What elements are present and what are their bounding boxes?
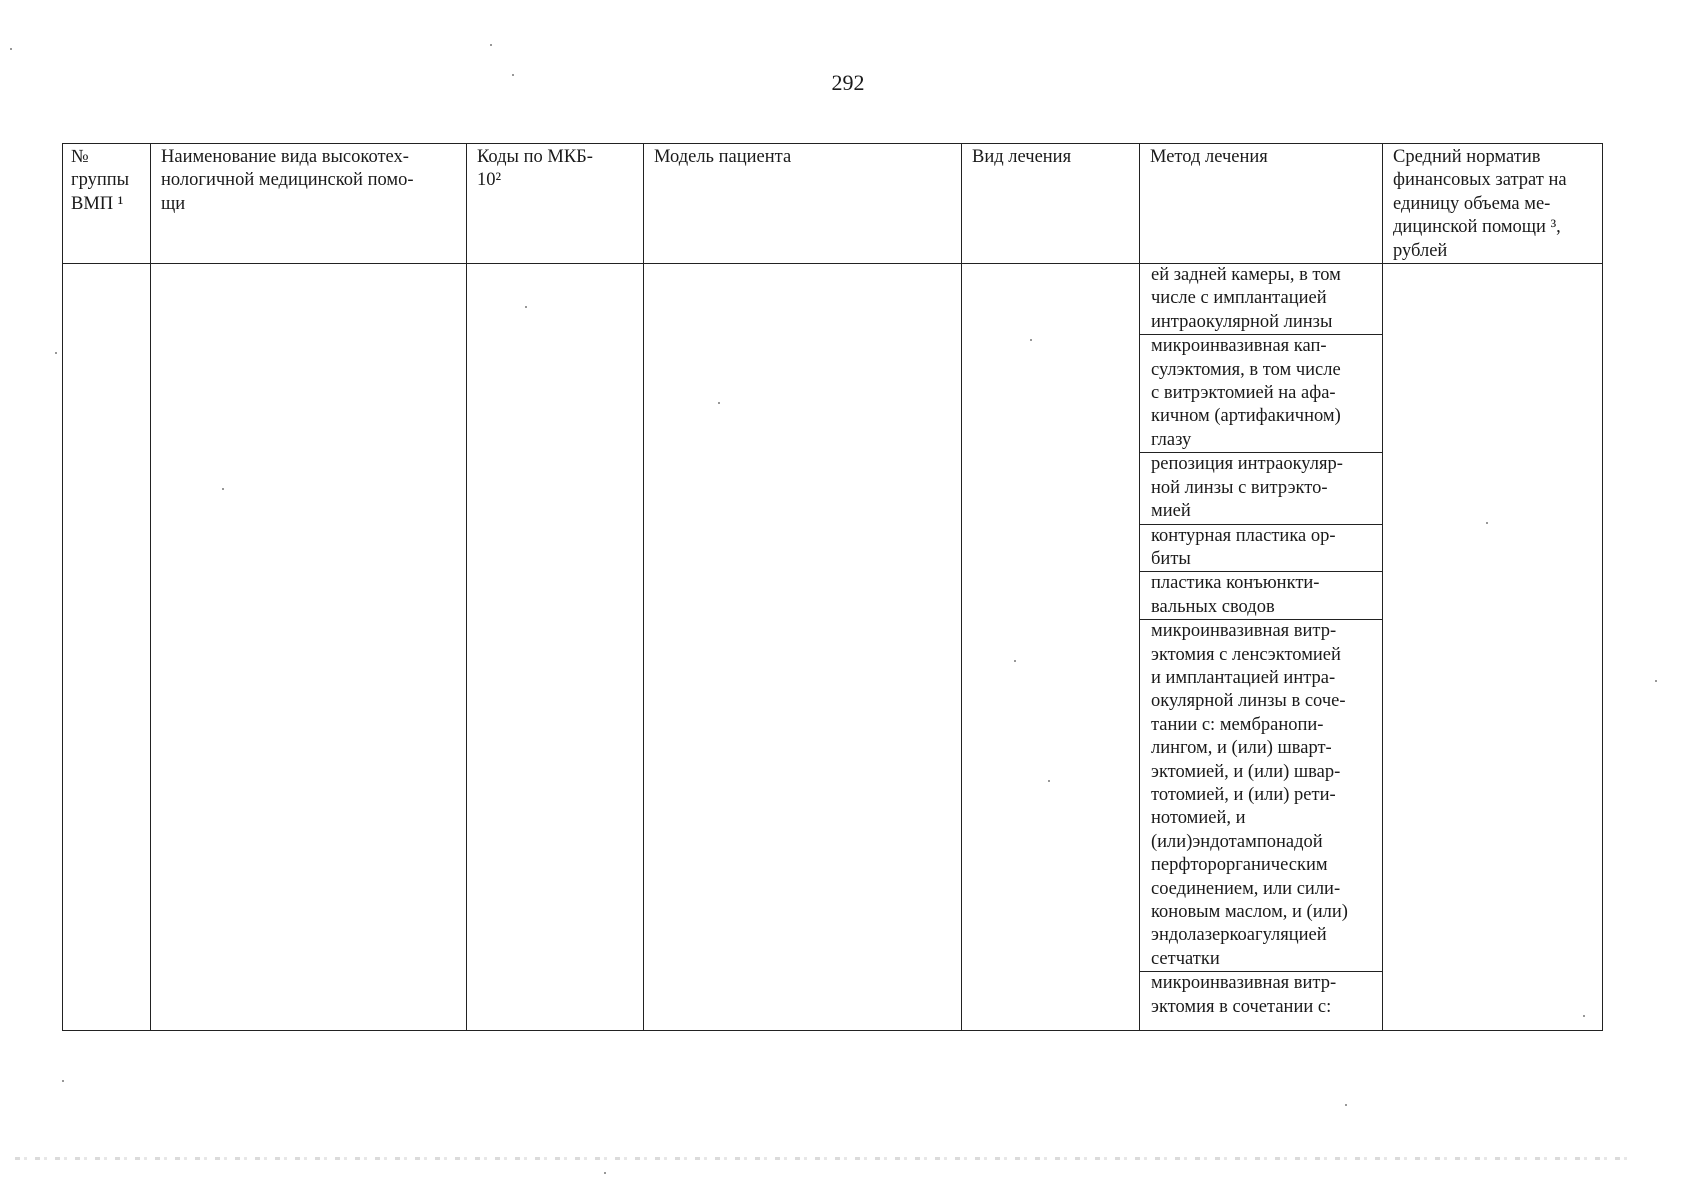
header-treatment-type: Вид лечения: [962, 144, 1140, 264]
cell-care-type: [151, 264, 467, 1031]
header-care-type: Наименование вида высокотех- нологичной медицинской помо- щи: [151, 144, 467, 264]
method-item: пластика конъюнкти- вальных сводов: [1140, 571, 1382, 619]
scan-speck: [1486, 522, 1488, 524]
scan-speck: [1030, 339, 1032, 341]
scan-speck: [1655, 680, 1657, 682]
method-item: микроинвазивная витр- эктомия с ленсэктомией и имплантацией интра- окулярной линзы в соче- тании с: мембранопи- лингом, и (или) шварт- эктомией, и (или) швар- тотомией, и (или) рети- нотомией, и (или)эндотампонадой перфторорганическим соединением, или сили- коновым маслом, и (или) эндолазеркоагуляцией сетчатки: [1140, 619, 1382, 971]
header-row: [63, 144, 1603, 264]
scan-speck: [604, 1172, 606, 1174]
scan-speck: [10, 48, 12, 50]
scan-noise-band: [15, 1157, 1630, 1160]
table-row: [63, 264, 1603, 1031]
page-number: 292: [831, 70, 865, 95]
method-item: репозиция интраокуляр- ной линзы с витрэкто- мией: [1140, 452, 1382, 523]
scan-speck: [55, 352, 57, 354]
cell-group-no: [63, 264, 151, 1031]
header-group-no: № группы ВМП ¹: [63, 144, 151, 264]
cell-patient-model: [644, 264, 962, 1031]
method-item: контурная пластика ор- биты: [1140, 524, 1382, 572]
cell-treatment-type: [962, 264, 1140, 1031]
method-item: микроинвазивная кап- сулэктомия, в том числе с витрэктомией на афа- кичном (артифакичном) глазу: [1140, 334, 1382, 452]
treatment-table: [62, 143, 1603, 1031]
header-treatment-method: Метод лечения: [1140, 144, 1383, 264]
scan-speck: [1345, 1104, 1347, 1106]
scan-speck: [490, 44, 492, 46]
scan-speck: [718, 402, 720, 404]
method-item: ей задней камеры, в том числе с имплантацией интраокулярной линзы: [1151, 265, 1341, 332]
cell-icd-codes: [467, 264, 644, 1031]
scan-speck: [1583, 1015, 1585, 1017]
scan-speck: [222, 488, 224, 490]
scan-speck: [525, 306, 527, 308]
method-item: микроинвазивная витр- эктомия в сочетании с:: [1140, 971, 1382, 1019]
scan-speck: [512, 74, 514, 76]
scan-speck: [62, 1080, 64, 1082]
cell-avg-cost: [1383, 264, 1603, 1031]
scan-speck: [1014, 660, 1016, 662]
scan-speck: [1048, 780, 1050, 782]
header-avg-cost: Средний норматив финансовых затрат на единицу объема ме- дицинской помощи ³, рублей: [1383, 144, 1603, 264]
header-icd-codes: Коды по МКБ- 10²: [467, 144, 644, 264]
cell-treatment-method: [1140, 264, 1383, 1031]
header-patient-model: Модель пациента: [644, 144, 962, 264]
